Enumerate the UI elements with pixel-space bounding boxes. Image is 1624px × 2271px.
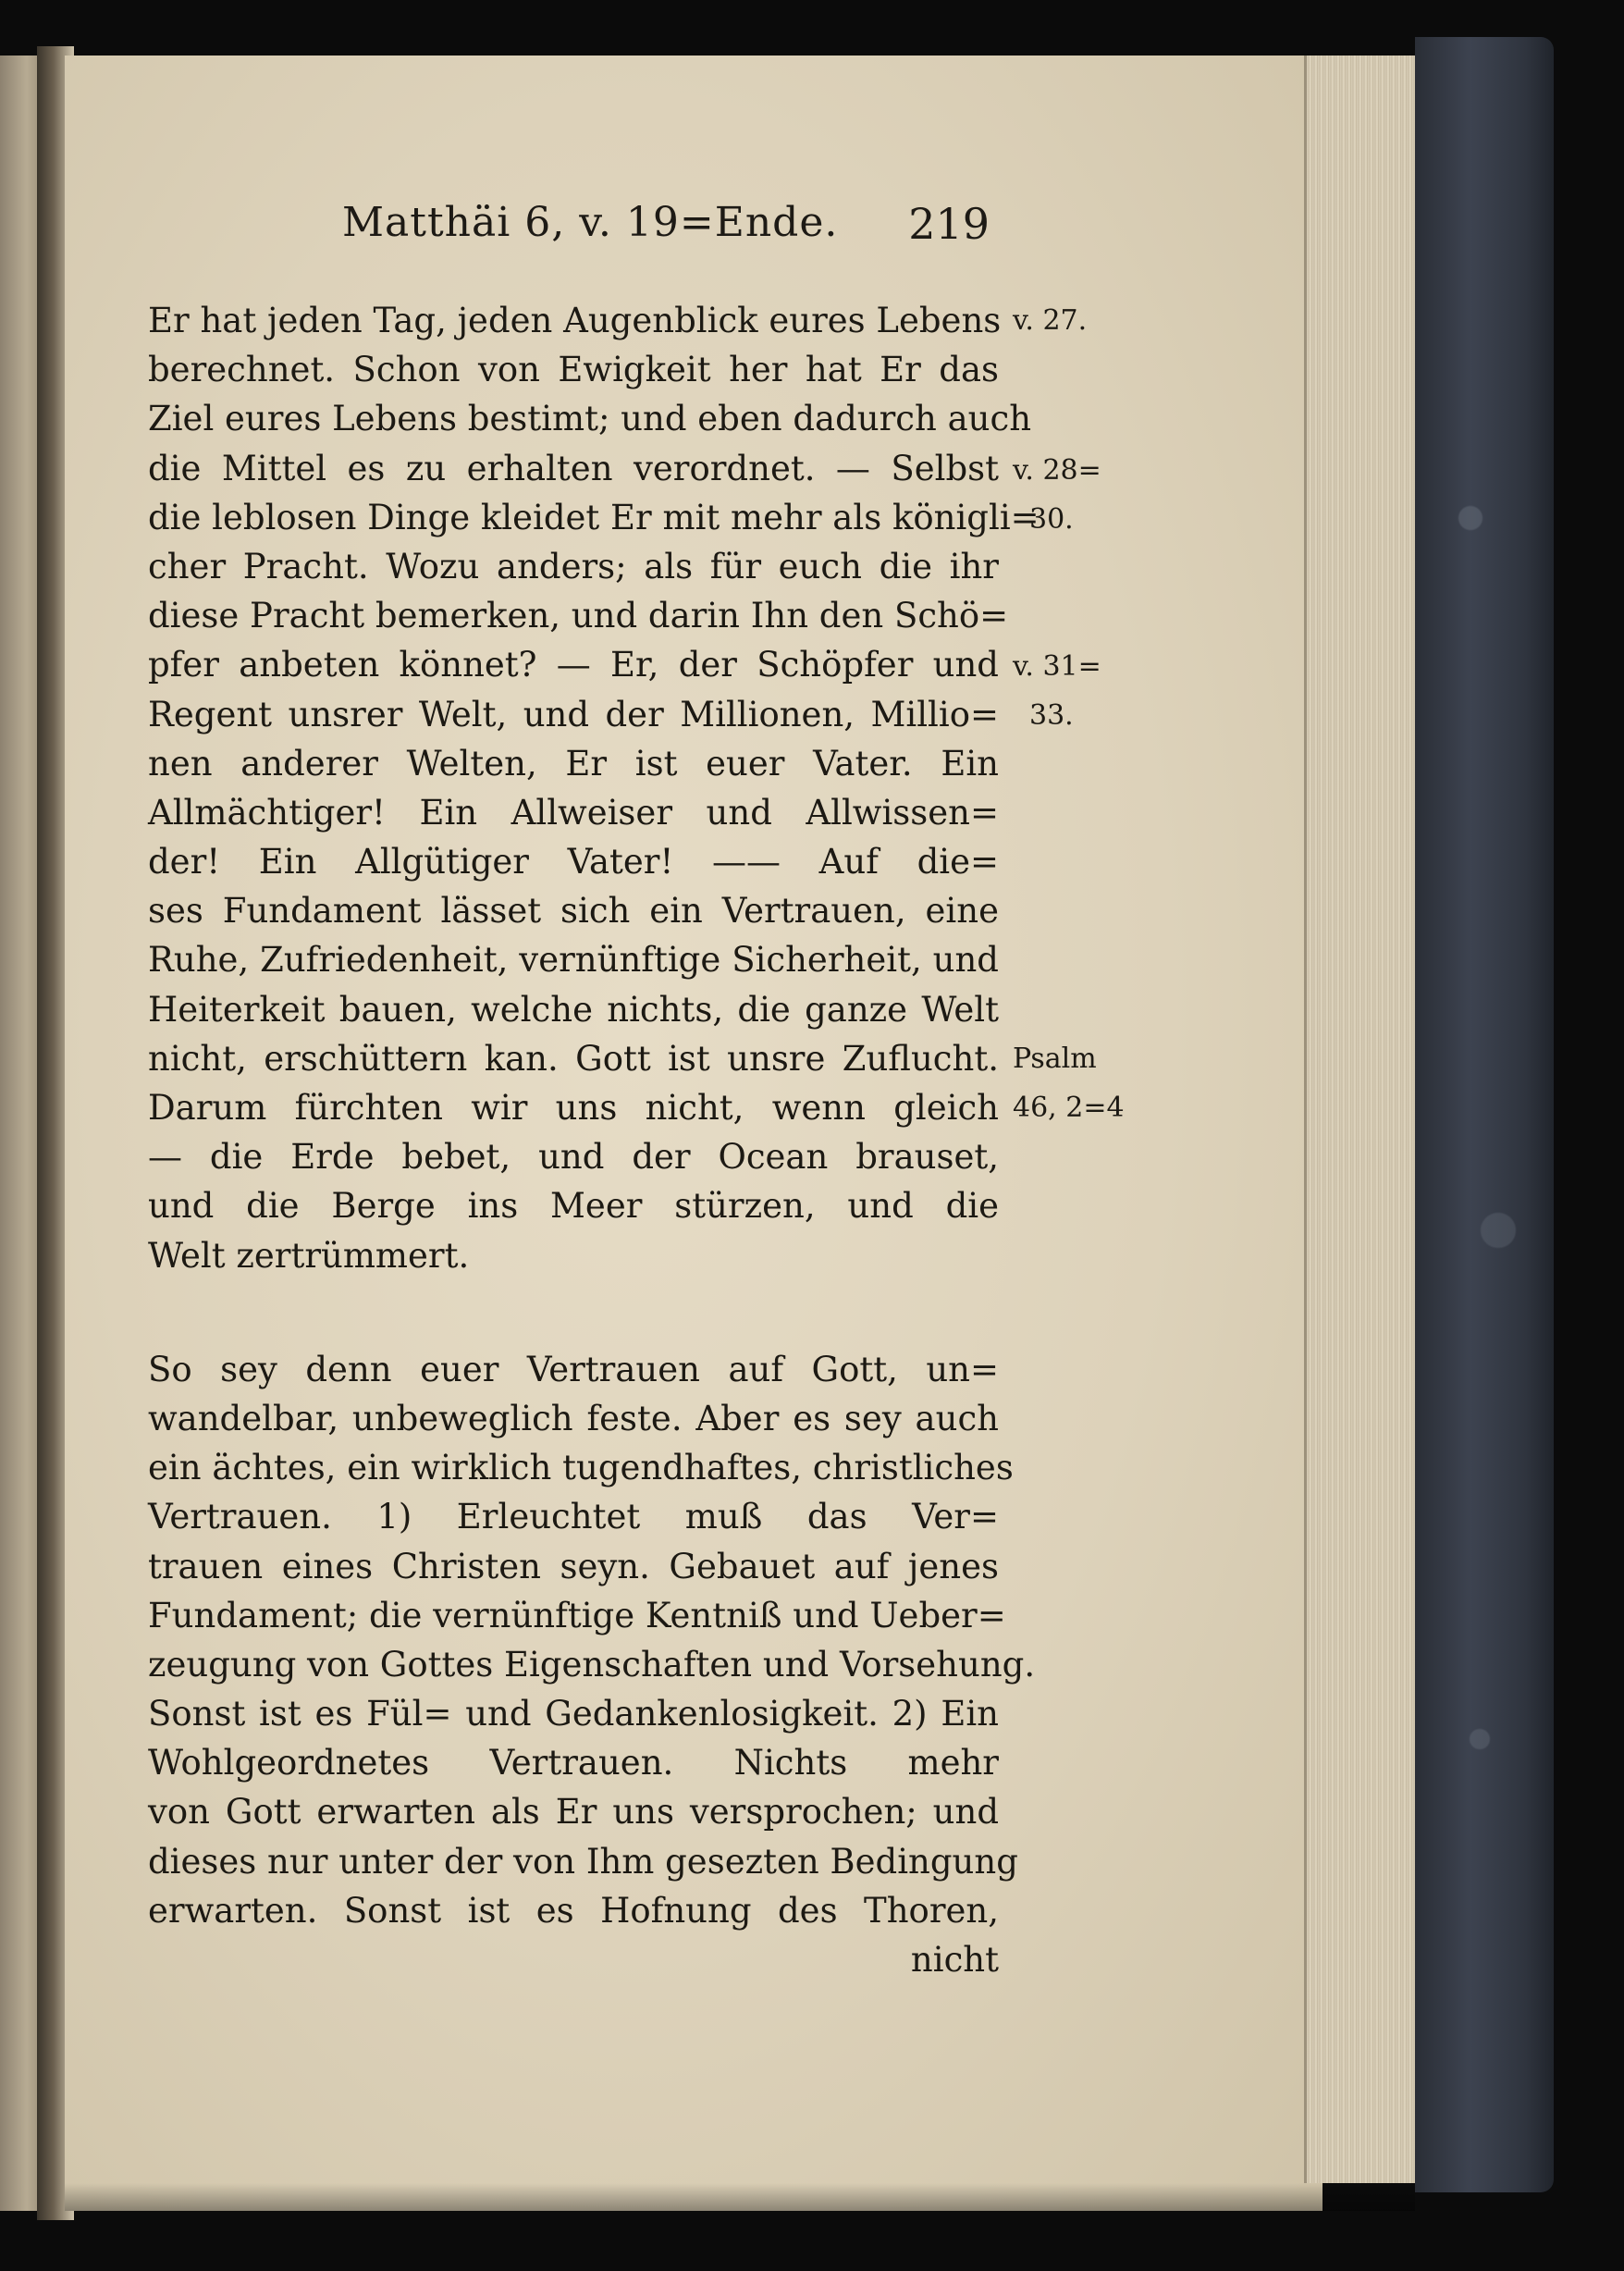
text-line: die Mittel es zu erhalten verordnet. — Selbst xyxy=(148,448,999,488)
text-line: Er hat jeden Tag, jeden Augenblick eures Lebens xyxy=(148,301,1002,340)
text-line: und die Berge ins Meer stürzen, und die xyxy=(148,1186,999,1227)
margin-note: v. 27. xyxy=(1013,304,1088,337)
margin-note: 30. xyxy=(1029,503,1074,536)
text-line: die leblosen Dinge kleidet Er mit mehr als königli= xyxy=(148,497,1040,537)
margin-note: 33. xyxy=(1029,699,1074,732)
text-line: So sey denn euer Vertrauen auf Gott, un= xyxy=(148,1349,999,1389)
running-title: Matthäi 6, v. 19=Ende. xyxy=(342,199,839,246)
text-line: der! Ein Allgütiger Vater! —— Auf die= xyxy=(148,842,999,882)
text-line: Fundament; die vernünftige Kentniß und Ueber= xyxy=(148,1595,1006,1635)
page-header xyxy=(342,199,990,264)
text-line: von Gott erwarten als Er uns versprochen; und xyxy=(148,1792,999,1833)
text-line: Darum fürchten wir uns nicht, wenn gleich xyxy=(148,1088,999,1128)
text-line: erwarten. Sonst ist es Hofnung des Thoren, xyxy=(148,1890,999,1931)
text-line: cher Pracht. Wozu anders; als für euch die ihr xyxy=(148,546,999,586)
text-line: ses Fundament lässet sich ein Vertrauen, eine xyxy=(148,891,999,932)
text-line: trauen eines Christen seyn. Gebauet auf jenes xyxy=(148,1546,999,1586)
text-line: nen anderer Welten, Er ist euer Vater. Ein xyxy=(148,743,999,784)
text-line: pfer anbeten könnet? — Er, der Schöpfer und xyxy=(148,645,999,685)
text-line: Wohlgeordnetes Vertrauen. Nichts mehr xyxy=(148,1743,999,1783)
text-line: wandelbar, unbeweglich feste. Aber es sey auch xyxy=(148,1398,999,1438)
text-line: berechnet. Schon von Ewigkeit her hat Er das xyxy=(148,350,999,390)
paragraph-gap xyxy=(148,1280,999,1345)
margin-note: 46, 2=4 xyxy=(1013,1092,1125,1124)
text-line: ein ächtes, ein wirklich tugendhaftes, christliches xyxy=(148,1448,1014,1488)
text-line: dieses nur unter der von Ihm gesezten Bedingung xyxy=(148,1841,1018,1882)
text-line: diese Pracht bemerken, und darin Ihn den Schö= xyxy=(148,596,1009,636)
text-line: zeugung von Gottes Eigenschaften und Vorsehung. xyxy=(148,1644,1036,1685)
margin-note: v. 31= xyxy=(1013,650,1101,683)
page-shadow xyxy=(65,2183,1415,2211)
page-number: 219 xyxy=(908,199,990,249)
text-line: Allmächtiger! Ein Allweiser und Allwissen= xyxy=(148,792,999,833)
text-line: nicht, erschüttern kan. Gott ist unsre Zuflucht. xyxy=(148,1038,999,1079)
text-line: Sonst ist es Fül= und Gedankenlosigkeit. 2) Ein xyxy=(148,1694,999,1734)
text-line: Welt zertrümmert. xyxy=(148,1235,470,1276)
text-line: Regent unsrer Welt, und der Millionen, Millio= xyxy=(148,694,999,734)
margin-note: Psalm xyxy=(1013,1043,1097,1075)
text-line: Ziel eures Lebens bestimt; und eben dadurch auch xyxy=(148,399,1032,439)
text-line: Ruhe, Zufriedenheit, vernünftige Sicherheit, und xyxy=(148,940,999,981)
cover-texture xyxy=(1443,111,1535,2146)
body-text xyxy=(148,296,1040,1984)
text-line: Heiterkeit bauen, welche nichts, die ganze Welt xyxy=(148,989,999,1030)
catchword: nicht xyxy=(910,1940,999,1980)
margin-note: v. 28= xyxy=(1013,454,1101,487)
text-line: Vertrauen. 1) Erleuchtet muß das Ver= xyxy=(148,1497,999,1537)
page-stack-edge xyxy=(1304,56,1418,2183)
text-line: — die Erde bebet, und der Ocean brauset, xyxy=(148,1137,999,1178)
